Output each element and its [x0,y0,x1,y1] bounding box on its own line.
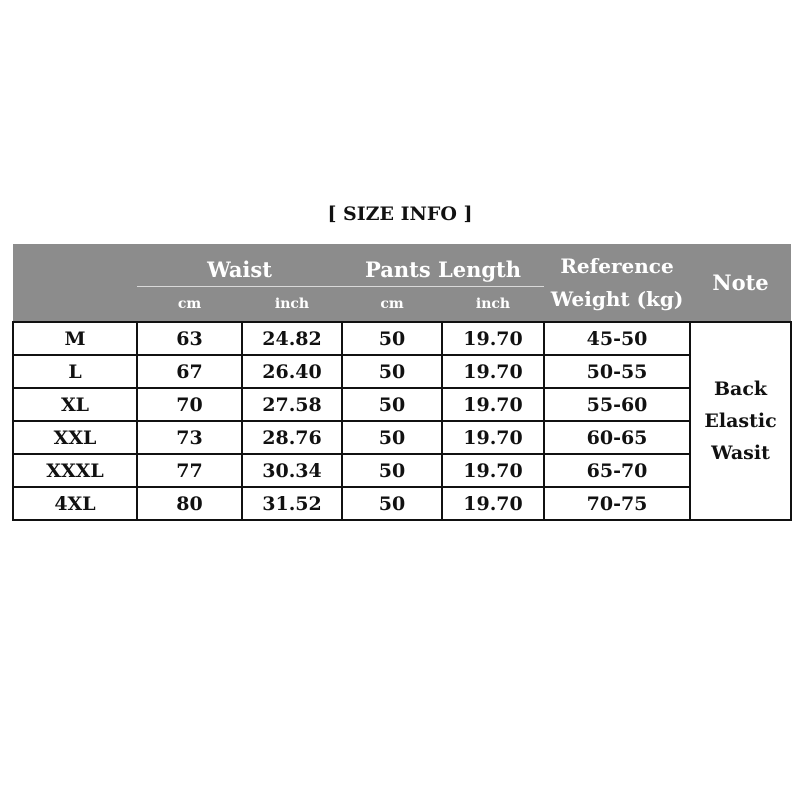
waist-cm-cell: 70 [137,388,242,421]
waist-inch-cell: 26.40 [242,355,342,388]
length-cm-cell: 50 [342,454,442,487]
header-length-cm: cm [342,287,442,323]
size-table [12,244,792,521]
header-size-blank [13,244,137,322]
waist-inch-cell: 31.52 [242,487,342,520]
waist-inch-cell: 27.58 [242,388,342,421]
waist-cm-cell: 77 [137,454,242,487]
header-pants-length: Pants Length [342,244,544,287]
header-length-inch: inch [442,287,544,323]
waist-inch-cell: 28.76 [242,421,342,454]
waist-cm-cell: 73 [137,421,242,454]
table-row [13,487,791,520]
length-cm-cell: 50 [342,322,442,355]
size-cell: L [13,355,137,388]
weight-cell: 60-65 [544,421,690,454]
size-cell: 4XL [13,487,137,520]
length-inch-cell: 19.70 [442,322,544,355]
header-note: Note [690,244,791,322]
header-reference-line1: Reference [560,253,674,278]
waist-cm-cell: 80 [137,487,242,520]
header-reference-line2: Weight (kg) [550,286,684,311]
header-waist-inch: inch [242,287,342,323]
weight-cell: 65-70 [544,454,690,487]
note-cell [690,322,791,520]
size-cell: XXL [13,421,137,454]
waist-inch-cell: 24.82 [242,322,342,355]
header-row-group [13,244,791,287]
table-row [13,322,791,355]
waist-cm-cell: 63 [137,322,242,355]
table-row [13,454,791,487]
waist-cm-cell: 67 [137,355,242,388]
length-cm-cell: 50 [342,421,442,454]
weight-cell: 70-75 [544,487,690,520]
waist-inch-cell: 30.34 [242,454,342,487]
page-title: [ SIZE INFO ] [327,203,473,225]
table-row [13,388,791,421]
size-cell: M [13,322,137,355]
length-inch-cell: 19.70 [442,355,544,388]
size-table-container [12,244,790,521]
length-inch-cell: 19.70 [442,388,544,421]
length-inch-cell: 19.70 [442,487,544,520]
table-row [13,421,791,454]
note-line-3: Wasit [711,442,770,464]
weight-cell: 45-50 [544,322,690,355]
note-line-1: Back [713,378,768,400]
length-inch-cell: 19.70 [442,454,544,487]
length-cm-cell: 50 [342,355,442,388]
size-cell: XL [13,388,137,421]
length-cm-cell: 50 [342,388,442,421]
weight-cell: 55-60 [544,388,690,421]
weight-cell: 50-55 [544,355,690,388]
table-row [13,355,791,388]
header-waist-cm: cm [137,287,242,323]
length-inch-cell: 19.70 [442,421,544,454]
header-waist: Waist [137,244,342,287]
header-reference-weight [544,244,690,322]
length-cm-cell: 50 [342,487,442,520]
size-cell: XXXL [13,454,137,487]
note-line-2: Elastic [704,410,777,432]
